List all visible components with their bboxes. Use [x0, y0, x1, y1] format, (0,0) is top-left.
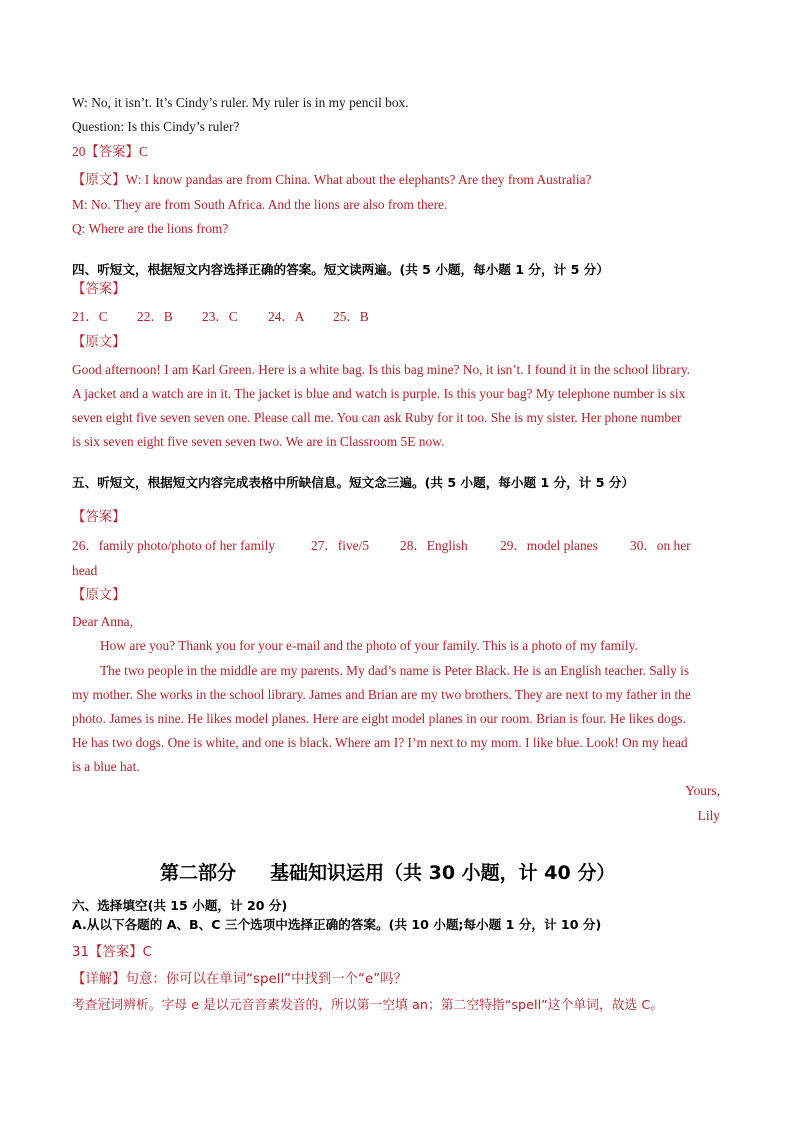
dialogue-line: Q: Where are the lions from? — [72, 221, 229, 236]
letter-line: is a blue hat. — [72, 759, 140, 774]
passage-line: A jacket and a watch are in it. The jacket is blue and watch is purple. Is this your bag? My telephone number is six — [72, 386, 686, 401]
answer-label: 【答案】 — [72, 282, 126, 297]
explanation-31: 考查冠词辨析。字母 e 是以元音音素发音的，所以第一空填 an；第二空特指“spell”这个单词，故选 C。 — [72, 998, 664, 1013]
passage-line: Good afternoon! I am Karl Green. Here is a white bag. Is this bag mine? No, it isn’t. I found it in the school library. — [72, 362, 691, 377]
answer-31: 31【答案】C — [72, 945, 152, 960]
section-5-heading: 五、听短文，根据短文内容完成表格中所缺信息。短文念三遍。(共 5 小题，每小题 1 分，计 5 分） — [72, 475, 635, 490]
answer-25: 25．B — [333, 309, 369, 324]
part-2-subtitle: 基础知识运用（共 30 小题，计 40 分） — [270, 862, 616, 884]
answer-21: 21．C — [72, 309, 108, 324]
answer-24: 24．A — [268, 309, 305, 324]
letter-line: my mother. She works in the school library. James and Brian are my two brothers. They are next to my father in the — [72, 687, 691, 702]
dialogue-line: W: No, it isn’t. It’s Cindy’s ruler. My ruler is in my pencil box. — [72, 95, 409, 110]
dialogue-line: M: No. They are from South Africa. And the lions are also from there. — [72, 197, 448, 212]
answer-23: 23．C — [202, 309, 238, 324]
answer-28: 28．English — [400, 538, 468, 553]
section-6-heading: 六、选择填空(共 15 小题，计 20 分) — [72, 898, 288, 913]
letter-closing: Yours, — [685, 783, 720, 798]
part-2-label: 第二部分 — [160, 862, 237, 884]
answer-29: 29．model planes — [500, 538, 598, 553]
passage-line: seven eight five seven seven one. Please call me. You can ask Ruby for it too. She is my sister. Her phone number — [72, 410, 682, 425]
letter-signature: Lily — [697, 808, 720, 823]
part-2-title — [160, 858, 616, 885]
answer-30: 30．on her — [630, 538, 691, 553]
letter-line: How are you? Thank you for your e-mail and the photo of your family. This is a photo of my family. — [100, 638, 638, 653]
answer-27: 27．five/5 — [311, 538, 370, 553]
question-line: Question: Is this Cindy’s ruler? — [72, 119, 240, 134]
letter-line: He has two dogs. One is white, and one is black. Where am I? I’m next to my mom. I like blue. Look! On my head — [72, 735, 688, 750]
letter-greeting: Dear Anna, — [72, 614, 133, 629]
letter-line: The two people in the middle are my parents. My dad’s name is Peter Black. He is an English teacher. Sally is — [100, 663, 690, 678]
answer-22: 22．B — [137, 309, 173, 324]
original-label: 【原文】 — [72, 588, 126, 603]
answer-30-continued: head — [72, 563, 98, 578]
passage-line: is six seven eight five seven seven two. We are in Classroom 5E now. — [72, 434, 445, 449]
detail-31: 【详解】句意：你可以在单词“spell”中找到一个“e”吗？ — [72, 972, 407, 987]
section-6-instruction: A.从以下各题的 A、B、C 三个选项中选择正确的答案。(共 10 小题;每小题 1 分，计 10 分) — [72, 917, 602, 932]
original-text-20: 【原文】W: I know pandas are from China. What about the elephants? Are they from Australia? — [72, 172, 592, 187]
letter-line: photo. James is nine. He likes model planes. Here are eight model planes in our room. Brian is four. He likes dogs. — [72, 711, 686, 726]
answer-26: 26．family photo/photo of her family — [72, 538, 276, 553]
answer-label: 【答案】 — [72, 510, 126, 525]
section-4-heading: 四、听短文，根据短文内容选择正确的答案。短文读两遍。(共 5 小题，每小题 1 分，计 5 分） — [72, 262, 609, 277]
original-label: 【原文】 — [72, 335, 126, 350]
answer-20: 20【答案】C — [72, 144, 148, 159]
